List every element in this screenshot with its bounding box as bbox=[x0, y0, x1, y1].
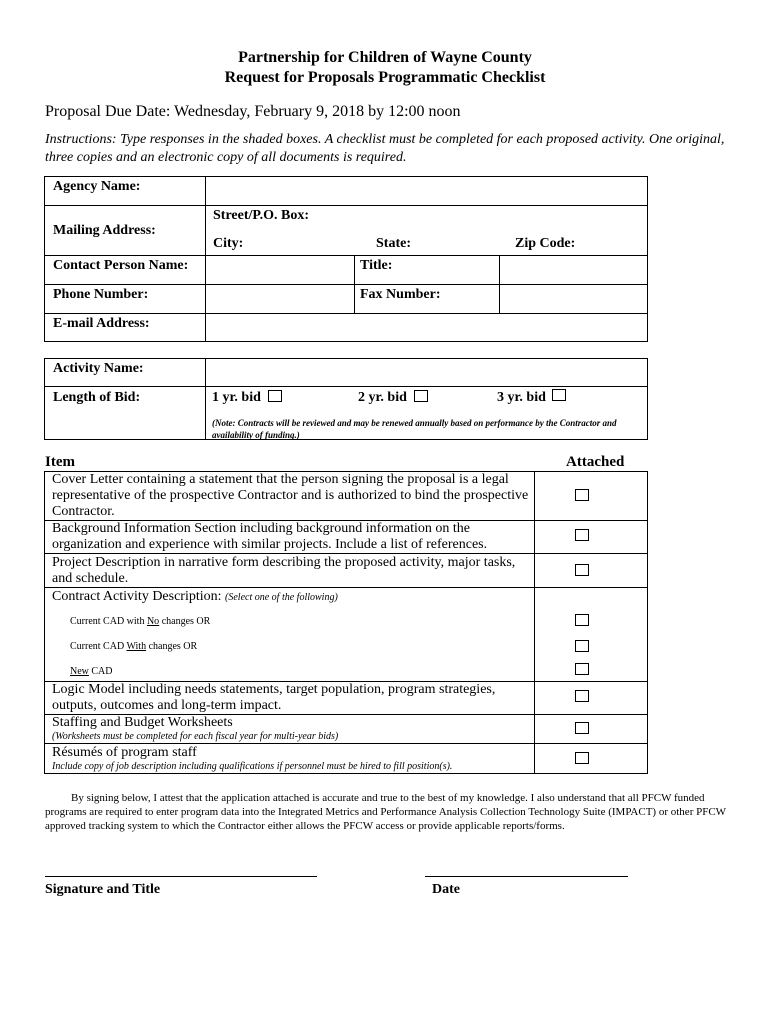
bid-3yr-checkbox[interactable] bbox=[552, 389, 566, 401]
signature-line[interactable] bbox=[45, 876, 317, 877]
fax-label: Fax Number: bbox=[360, 287, 441, 302]
length-of-bid-label: Length of Bid: bbox=[53, 390, 141, 405]
date-line[interactable] bbox=[425, 876, 628, 877]
checklist-col-line bbox=[534, 471, 535, 774]
project-description-checkbox[interactable] bbox=[575, 564, 589, 576]
title-label: Title: bbox=[360, 258, 393, 273]
staffing-item: Staffing and Budget Worksheets bbox=[52, 715, 233, 730]
background-item: Background Information Section including background information on the organization and experience with similar projects. Include a list of references. bbox=[52, 521, 488, 552]
phone-label: Phone Number: bbox=[53, 287, 149, 302]
staffing-checkbox[interactable] bbox=[575, 722, 589, 734]
background-checkbox[interactable] bbox=[575, 529, 589, 541]
street-label: Street/P.O. Box: bbox=[213, 208, 310, 223]
cad-option-with-changes: Current CAD With changes OR bbox=[70, 641, 198, 652]
resumes-item: Résumés of program staff bbox=[52, 745, 197, 760]
cover-letter-item: Cover Letter containing a statement that the person signing the proposal is a legal representative of the prospective Contractor and is authorized to bind the prospective Contractor. bbox=[52, 472, 529, 519]
cad-new-checkbox[interactable] bbox=[575, 663, 589, 675]
fax-field[interactable] bbox=[500, 285, 647, 312]
due-date: Proposal Due Date: Wednesday, February 9, 2018 by 12:00 noon bbox=[45, 103, 461, 120]
contract-note: (Note: Contracts will be reviewed and may be renewed annually based on performance by the Contractor and availability of funding.) bbox=[212, 418, 617, 440]
phone-field[interactable] bbox=[206, 285, 353, 312]
bid-2yr-label: 2 yr. bid bbox=[358, 390, 407, 405]
activity-name-field[interactable] bbox=[206, 359, 647, 385]
attached-header: Attached bbox=[566, 454, 625, 470]
cad-title: Contract Activity Description: bbox=[52, 589, 222, 604]
item-header: Item bbox=[45, 454, 75, 470]
project-description-item: Project Description in narrative form describing the proposed activity, major tasks, and schedule. bbox=[52, 555, 516, 586]
cad-item bbox=[52, 589, 532, 606]
resumes-checkbox[interactable] bbox=[575, 752, 589, 764]
contact-person-label: Contact Person Name: bbox=[53, 258, 189, 273]
cad-option-no-changes: Current CAD with No changes OR bbox=[70, 616, 211, 627]
agency-name-label: Agency Name: bbox=[53, 179, 141, 194]
date-label: Date bbox=[432, 882, 460, 897]
staffing-note: (Worksheets must be completed for each fiscal year for multi-year bids) bbox=[52, 731, 339, 742]
zip-label: Zip Code: bbox=[515, 236, 576, 251]
bid-1yr-checkbox[interactable] bbox=[268, 390, 282, 402]
resumes-note: Include copy of job description including qualifications if personnel must be hired to fill position(s). bbox=[52, 761, 453, 772]
activity-name-label: Activity Name: bbox=[53, 361, 144, 376]
zip-field[interactable] bbox=[580, 232, 647, 254]
street-field[interactable] bbox=[320, 206, 647, 228]
logic-model-item: Logic Model including needs statements, target population, program strategies, outputs, outcomes and long-term impact. bbox=[52, 682, 496, 713]
email-label: E-mail Address: bbox=[53, 316, 150, 331]
email-field[interactable] bbox=[206, 314, 647, 341]
bid-2yr-checkbox[interactable] bbox=[414, 390, 428, 402]
cad-option-new: New CAD bbox=[70, 666, 113, 677]
instructions: Instructions: Type responses in the shaded boxes. A checklist must be completed for each proposed activity. One original, three copies and an electronic copy of all documents is required. bbox=[45, 132, 725, 165]
agency-col-line bbox=[354, 255, 355, 313]
city-field[interactable] bbox=[250, 232, 370, 254]
city-label: City: bbox=[213, 236, 244, 251]
checklist-row-line bbox=[44, 553, 648, 554]
cad-hint: (Select one of the following) bbox=[225, 592, 338, 603]
title-field[interactable] bbox=[500, 256, 647, 283]
cad-no-changes-checkbox[interactable] bbox=[575, 614, 589, 626]
state-field[interactable] bbox=[418, 232, 508, 254]
logic-model-checkbox[interactable] bbox=[575, 690, 589, 702]
activity-row-line bbox=[44, 386, 648, 387]
mailing-address-label: Mailing Address: bbox=[53, 223, 156, 238]
agency-name-field[interactable] bbox=[206, 177, 647, 204]
cover-letter-checkbox[interactable] bbox=[575, 489, 589, 501]
state-label: State: bbox=[376, 236, 411, 251]
checklist-row-line bbox=[44, 743, 648, 744]
form-title-line2: Request for Proposals Programmatic Checklist bbox=[224, 69, 546, 86]
contact-person-field[interactable] bbox=[206, 256, 353, 283]
bid-3yr-label: 3 yr. bid bbox=[497, 390, 546, 405]
signature-label: Signature and Title bbox=[45, 882, 161, 897]
attestation-paragraph: By signing below, I attest that the application attached is accurate and true to the best of my knowledge. I also understand that all PFCW funded programs are required to enter program data into the Integrated Metrics and Performance Analysis Collection Technology Suite (IMPACT) or other PFCW approved tracking system to which the Contractor either allows the PFCW access or provide applicable reports/forms. bbox=[45, 792, 726, 832]
bid-1yr-label: 1 yr. bid bbox=[212, 390, 261, 405]
cad-with-changes-checkbox[interactable] bbox=[575, 640, 589, 652]
checklist-row-line bbox=[44, 587, 648, 588]
form-title-line1: Partnership for Children of Wayne County bbox=[238, 49, 532, 66]
